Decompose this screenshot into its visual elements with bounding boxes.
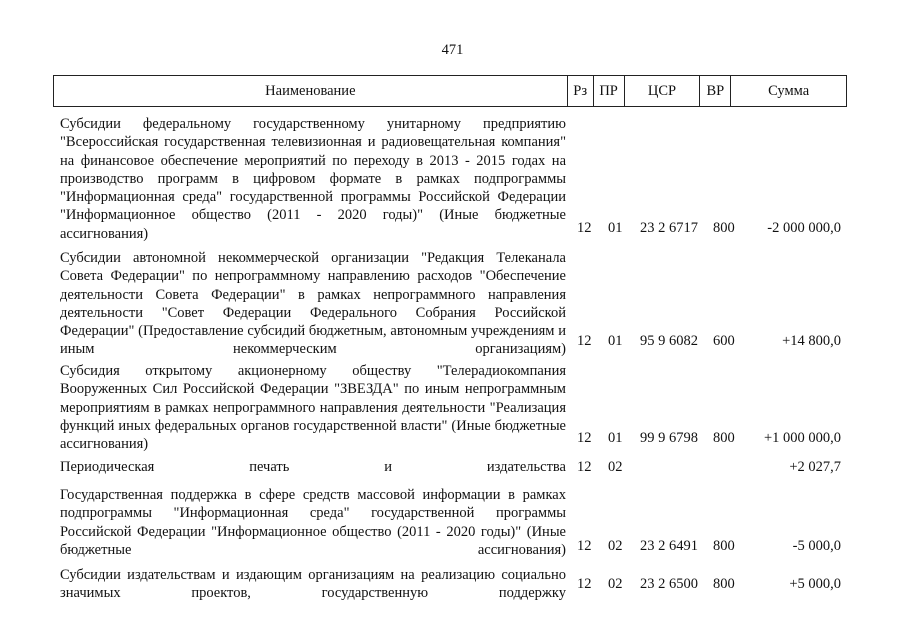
row-pr: 01: [608, 220, 623, 236]
row-pr: 02: [608, 538, 623, 554]
row-pr: 01: [608, 430, 623, 446]
row-name: Субсидия открытому акционерному обществу "Телерадиокомпания Вооруженных Сил Российской Федерации "ЗВЕЗДА" по иным непрограммным мероприятиям в рамках непрограммного направления деятельности "Реализация функций иных федеральных органов государственной власти" (Иные бюджетные ассигнования): [60, 363, 566, 453]
row-rz: 12: [577, 333, 592, 349]
row-pr: 01: [608, 333, 623, 349]
row-vr: 800: [713, 576, 735, 592]
row-sum: +14 800,0: [782, 333, 841, 349]
header-pr: ПР: [594, 76, 625, 106]
row-values: [53, 429, 847, 447]
row-csr: 23 2 6500: [640, 576, 698, 592]
row-values: [53, 537, 847, 555]
row-pr: 02: [608, 459, 623, 475]
row-csr: 23 2 6717: [640, 220, 698, 236]
row-vr: 800: [713, 538, 735, 554]
row-sum: +2 027,7: [789, 459, 841, 475]
row-name: Периодическая печать и издательства: [60, 459, 566, 475]
row-vr: 800: [713, 430, 735, 446]
row-csr: 23 2 6491: [640, 538, 698, 554]
header-csr: ЦСР: [625, 76, 701, 106]
row-rz: 12: [577, 576, 592, 592]
row-values: [53, 575, 847, 593]
header-vr: ВР: [700, 76, 731, 106]
row-rz: 12: [577, 220, 592, 236]
row-sum: -5 000,0: [792, 538, 841, 554]
header-sum: Сумма: [768, 82, 810, 99]
row-csr: 99 9 6798: [640, 430, 698, 446]
header-rz: Рз: [568, 76, 594, 106]
row-rz: 12: [577, 430, 592, 446]
row-values: [53, 458, 847, 476]
row-vr: 800: [713, 220, 735, 236]
table-header: [53, 75, 847, 107]
row-name: Субсидии автономной некоммерческой организации "Редакция Телеканала Совета Федерации" по непрограммному направлению расходов "Обеспечение деятельности Совета Федерации" в рамках непрограммного направления деятельности "Совет Федерации Федерального Собрания Российской Федерации" (Предоставление субсидий бюджетным, автономным учреждениям и иным некоммерческим организациям): [60, 250, 566, 358]
page-number: 471: [441, 42, 464, 58]
row-values: [53, 219, 847, 237]
row-name: Субсидии издательствам и издающим организациям на реализацию социально значимых проектов, государственную поддержку: [60, 567, 566, 602]
row-sum: +1 000 000,0: [763, 430, 841, 446]
row-sum: +5 000,0: [789, 576, 841, 592]
row-sum: -2 000 000,0: [767, 220, 841, 236]
row-rz: 12: [577, 538, 592, 554]
row-name: Субсидии федеральному государственному унитарному предприятию "Всероссийская государственная телевизионная и радиовещательная компания" на финансовое обеспечение мероприятий по переходу в 2013 - 2015 годах на производство программ в цифровом формате в рамках подпрограммы "Информационная среда" государственной программы Российской Федерации "Информационное общество (2011 - 2020 годы)" (Иные бюджетные ассигнования): [60, 116, 566, 242]
row-rz: 12: [577, 459, 592, 475]
row-vr: 600: [713, 333, 735, 349]
row-csr: 95 9 6082: [640, 333, 698, 349]
row-pr: 02: [608, 576, 623, 592]
header-name: Наименование: [54, 76, 568, 106]
row-name: Государственная поддержка в сфере средств массовой информации в рамках подпрограммы "Информационная среда" государственной программы Российской Федерации "Информационное общество (2011 - 2020 годы)" (Иные бюджетные ассигнования): [60, 487, 566, 558]
row-values: [53, 332, 847, 350]
